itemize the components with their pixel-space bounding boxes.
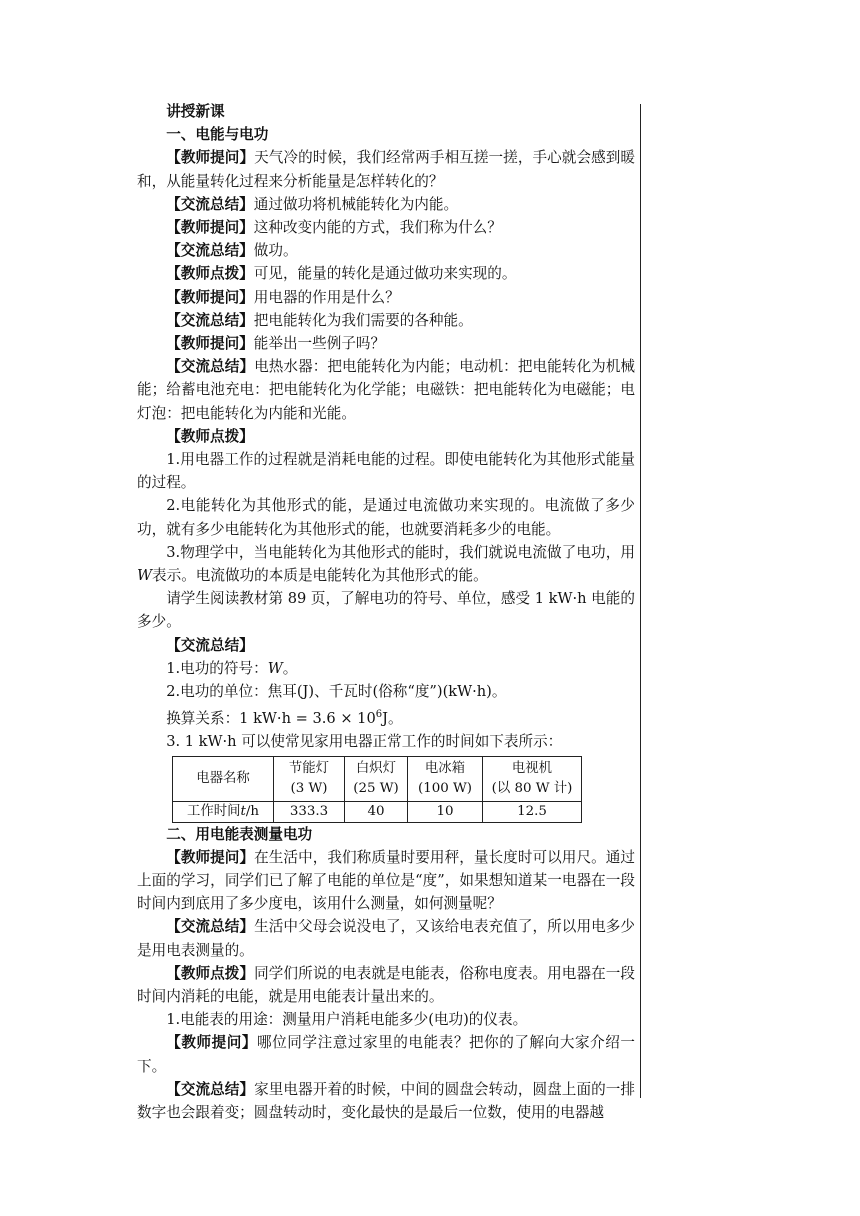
- tag-teacher-guide: 【教师点拨】: [166, 427, 254, 445]
- text: 电热水器：把电能转化为内能；电动机：把电能转化为机械能；给蓄电池充电：把电能转化为化学能；电磁铁：把电能转化为电磁能；电灯泡：把电能转化为内能和光能。: [137, 358, 635, 422]
- text: 家里电器开着的时候，中间的圆盘会转动，圆盘上面的一排数字也会跟着变；圆盘转动时，变化最快的是最后一位数，使用的电器越: [137, 1080, 635, 1121]
- paragraph-q3: [137, 286, 635, 309]
- text: 做功。: [253, 242, 298, 260]
- exponent: 6: [375, 709, 383, 721]
- tag-teacher-ask: 【教师提问】: [166, 335, 254, 353]
- reading-task: 请学生阅读教材第 89 页，了解电功的符号、单位，感受 1 kW·h 电能的多少。: [137, 590, 635, 631]
- appliance-power: (100 W): [417, 780, 473, 796]
- table-header-cell: [408, 756, 483, 801]
- paragraph-g2: [137, 425, 635, 448]
- tag-summary: 【交流总结】: [166, 195, 254, 213]
- lesson-content: [137, 100, 635, 1124]
- appliance-power: (以 80 W 计): [491, 780, 573, 796]
- guide-item-1: 1.用电器工作的过程就是消耗电能的过程。即使电能转化为其他形式能量的过程。: [137, 451, 635, 492]
- appliance-time-table: [172, 756, 582, 823]
- tag-teacher-guide: 【教师点拨】: [166, 265, 254, 283]
- appliance-power: (25 W): [353, 780, 399, 796]
- tag-teacher-ask: 【教师提问】: [166, 219, 254, 237]
- text: 天气冷的时候，我们经常两手相互搓一搓，手心就会感到暖和，从能量转化过程来分析能量是怎样转化的？: [137, 149, 635, 190]
- text: 1.电功的符号：: [166, 659, 268, 677]
- symbol-t: t: [240, 803, 246, 819]
- table-cell: 10: [408, 801, 483, 822]
- table-row-label: [173, 801, 274, 822]
- paragraph-q2: [137, 216, 635, 239]
- table-header-row: [173, 756, 582, 801]
- tag-teacher-ask: 【教师提问】: [166, 848, 255, 866]
- tag-summary: 【交流总结】: [166, 1080, 255, 1098]
- summary-item-3: 3. 1 kW·h 可以使常见家用电器正常工作的时间如下表所示：: [166, 733, 563, 751]
- table-cell: 40: [345, 801, 408, 822]
- section2-title: 二、用电能表测量电功: [166, 825, 313, 843]
- lecture-title: 讲授新课: [166, 103, 225, 120]
- paragraph-2-q1: [137, 846, 635, 916]
- paragraph-a1: [137, 193, 635, 216]
- text: 生活中父母会说没电了，又该给电表充值了，所以用电多少是用电表测量的。: [137, 918, 635, 959]
- text: 能举出一些例子吗？: [253, 335, 386, 353]
- paragraph-q4: [137, 332, 635, 355]
- symbol-w: W: [267, 659, 283, 677]
- text: 3.物理学中，当电能转化为其他形式的能时，我们就说电流做了电功，用: [166, 543, 635, 561]
- text: 工作时间: [186, 803, 241, 819]
- tag-summary: 【交流总结】: [166, 311, 254, 329]
- text: 这种改变内能的方式，我们称为什么？: [253, 219, 502, 237]
- tag-summary: 【交流总结】: [166, 358, 255, 376]
- guide-item-2: 2.电能转化为其他形式的能，是通过电流做功来实现的。电流做了多少功，就有多少电能转化为其他形式的能，也就要消耗多少的电能。: [137, 497, 635, 538]
- table-cell: 12.5: [483, 801, 582, 822]
- text: 同学们所说的电表就是电能表，俗称电度表。用电器在一段时间内消耗的电能，就是用电能表计量出来的。: [137, 964, 635, 1005]
- paragraph-2-g1: [137, 962, 635, 1008]
- appliance-power: (3 W): [290, 780, 328, 796]
- paragraph-2-q2: [137, 1031, 635, 1077]
- text: 表示。电流做功的本质是电能转化为其他形式的能。: [152, 567, 488, 585]
- text: 用电器的作用是什么？: [253, 288, 400, 306]
- summary-item-2: 2.电功的单位：焦耳(J)、千瓦时(俗称“度”)(kW·h)。: [166, 683, 507, 701]
- text: /h: [245, 803, 260, 819]
- text: 可见，能量的转化是通过做功来实现的。: [253, 265, 517, 283]
- text: 。: [282, 659, 298, 677]
- section1-title: 一、电能与电功: [166, 126, 269, 144]
- paragraph-a2: [137, 239, 635, 262]
- text: 哪位同学注意过家里的电能表？把你的了解向大家介绍一下。: [137, 1034, 635, 1075]
- conversion-relation: [137, 703, 635, 730]
- paragraph-2-a2: [137, 1078, 635, 1124]
- tag-teacher-ask: 【教师提问】: [166, 288, 254, 306]
- guide-item-3: [137, 541, 635, 587]
- table-cell: 333.3: [274, 801, 345, 822]
- tag-summary: 【交流总结】: [166, 636, 254, 654]
- table-header-cell: [345, 756, 408, 801]
- text: 通过做功将机械能转化为内能。: [253, 195, 459, 213]
- text: 换算关系：1 kW·h = 3.6 × 10: [166, 710, 376, 728]
- tag-teacher-ask: 【教师提问】: [166, 1034, 258, 1052]
- summary-item-1: [137, 657, 635, 680]
- tag-teacher-ask: 【教师提问】: [166, 149, 255, 167]
- table-header-cell: [483, 756, 582, 801]
- text: 把电能转化为我们需要的各种能。: [253, 311, 473, 329]
- paragraph-a4: [137, 355, 635, 425]
- appliance-name: 节能灯: [288, 760, 330, 776]
- paragraph-q1: [137, 146, 635, 192]
- table-header-first: 电器名称: [173, 756, 274, 801]
- symbol-w: W: [137, 567, 152, 585]
- tag-summary: 【交流总结】: [166, 918, 255, 936]
- paragraph-2-item1: 1.电能表的用途：测量用户消耗电能多少(电功)的仪表。: [166, 1011, 528, 1029]
- table-border-right: [640, 104, 641, 1098]
- text: J。: [382, 710, 403, 728]
- paragraph-g1: [137, 262, 635, 285]
- text: 在生活中，我们称质量时要用秤，量长度时可以用尺。通过上面的学习，同学们已了解了电能的单位是“度”，如果想知道某一电器在一段时间内到底用了多少度电，该用什么测量，如何测量呢？: [137, 848, 635, 913]
- paragraph-a3: [137, 309, 635, 332]
- table-header-cell: [274, 756, 345, 801]
- appliance-name: 电冰箱: [424, 760, 466, 776]
- appliance-name: 白炽灯: [355, 760, 397, 776]
- tag-teacher-guide: 【教师点拨】: [166, 964, 255, 982]
- tag-summary: 【交流总结】: [166, 242, 254, 260]
- table-row: [173, 801, 582, 822]
- paragraph-summary: [137, 634, 635, 657]
- appliance-name: 电视机: [511, 760, 553, 776]
- paragraph-2-a1: [137, 915, 635, 961]
